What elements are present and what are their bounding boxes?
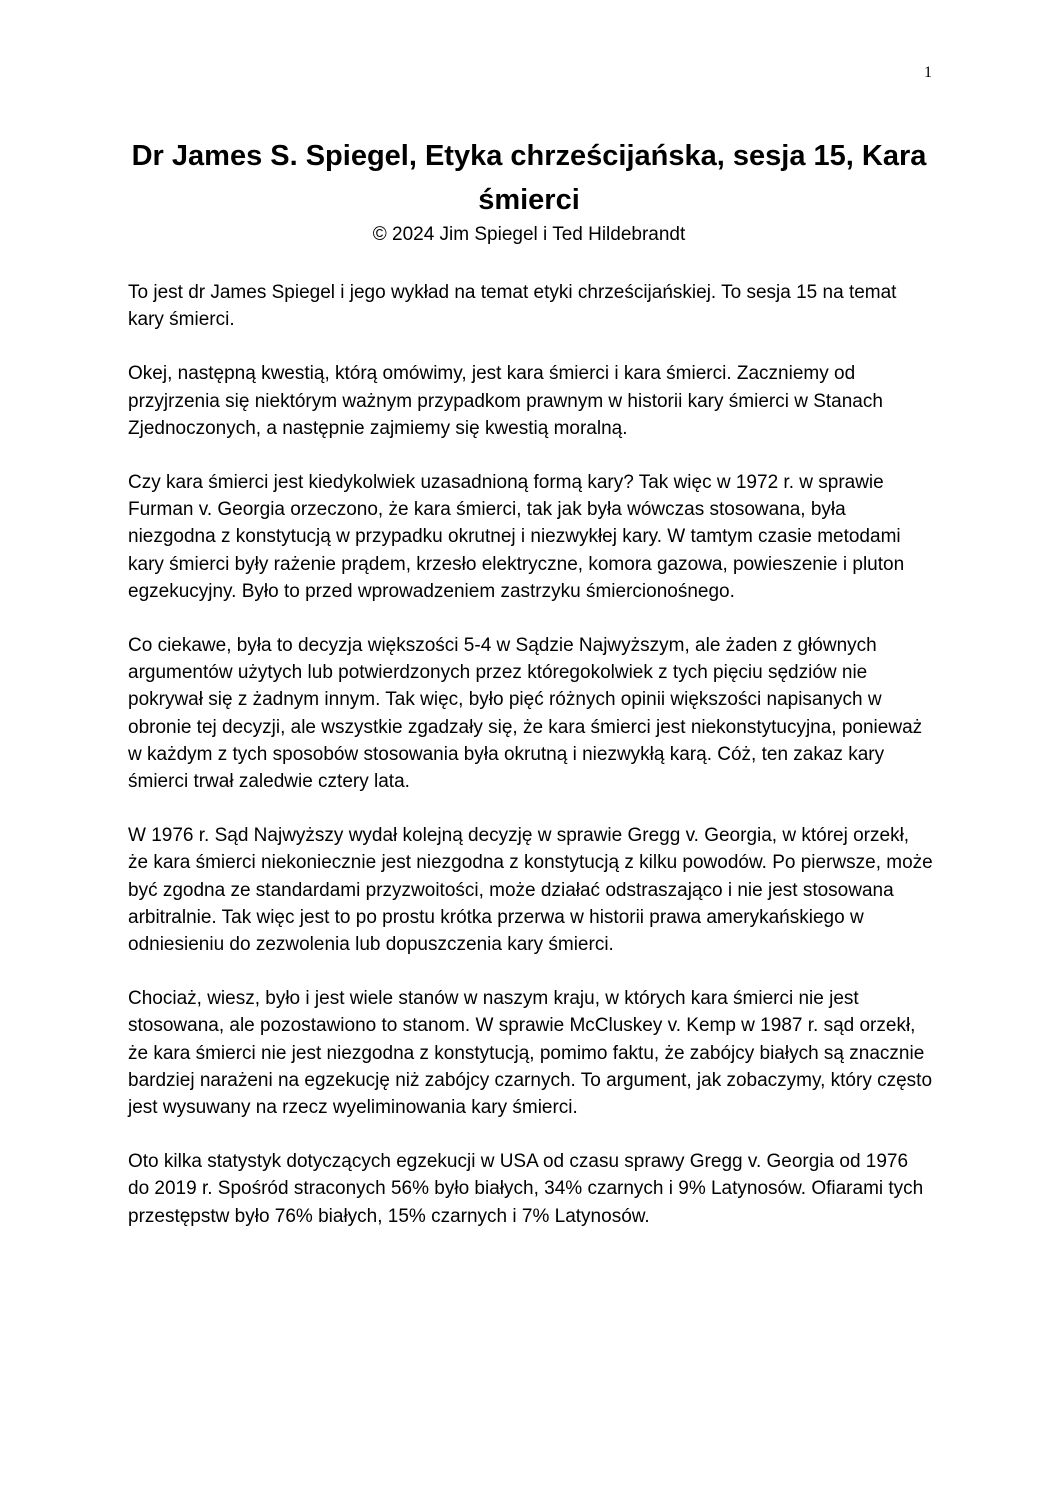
copyright-line: © 2024 Jim Spiegel i Ted Hildebrandt bbox=[372, 224, 686, 245]
paragraph: Chociaż, wiesz, było i jest wiele stanów w naszym kraju, w których kara śmierci nie jest stosowana, ale pozostawiono to stanom. W sprawie McCluskey v. Kemp w 1987 r. sąd orzekł, że kara śmierci nie jest niezgodna z konstytucją, pomimo faktu, że zabójcy białych są znacznie bardziej narażeni na egzekucję niż zabójcy czarnych. To argument, jak zobaczymy, który często jest wysuwany na rzecz wyeliminowania kary śmierci. bbox=[128, 988, 933, 1119]
paragraph: Czy kara śmierci jest kiedykolwiek uzasadnioną formą kary? Tak więc w 1972 r. w sprawie Furman v. Georgia orzeczono, że kara śmierci, tak jak była wówczas stosowana, była niezgodna z konstytucją w przypadku okrutnej i niezwykłej kary. W tamtym czasie metodami kary śmierci były rażenie prądem, krzesło elektryczne, komora gazowa, powieszenie i pluton egzekucyjny. Było to przed wprowadzeniem zastrzyku śmiercionośnego. bbox=[128, 472, 905, 602]
document-body bbox=[128, 279, 934, 1257]
paragraph: Oto kilka statystyk dotyczących egzekucji w USA od czasu sprawy Gregg v. Georgia od 1976 do 2019 r. Spośród straconych 56% było białych, 34% czarnych i 9% Latynosów. Ofiarami tych przestępstw było 76% białych, 15% czarnych i 7% Latynosów. bbox=[128, 1151, 924, 1227]
title-block bbox=[110, 134, 948, 248]
paragraph: To jest dr James Spiegel i jego wykład na temat etyki chrześcijańskiej. To sesja 15 na temat kary śmierci. bbox=[128, 282, 897, 331]
paragraph: W 1976 r. Sąd Najwyższy wydał kolejną decyzję w sprawie Gregg v. Georgia, w której orzekł, że kara śmierci niekoniecznie jest niezgodna z konstytucją z kilku powodów. Po pierwsze, może być zgodna ze standardami przyzwoitości, może działać odstraszająco i nie jest stosowana arbitralnie. Tak więc jest to po prostu krótka przerwa w historii prawa amerykańskiego w odniesieniu do zezwolenia lub dopuszczenia kary śmierci. bbox=[128, 825, 933, 956]
document-title: Dr James S. Spiegel, Etyka chrześcijańska, sesja 15, Kara śmierci bbox=[131, 140, 927, 216]
paragraph: Okej, następną kwestią, którą omówimy, jest kara śmierci i kara śmierci. Zaczniemy od przyjrzenia się niektórym ważnym przypadkom prawnym w historii kary śmierci w Stanach Zjednoczonych, a następnie zajmiemy się kwestią moralną. bbox=[128, 363, 883, 439]
page-number: 1 bbox=[924, 64, 932, 81]
paragraph: Co ciekawe, była to decyzja większości 5-4 w Sądzie Najwyższym, ale żaden z głównych argumentów użytych lub potwierdzonych przez któregokolwiek z tych pięciu sędziów nie pokrywał się z żadnym innym. Tak więc, było pięć różnych opinii większości napisanych w obronie tej decyzji, ale wszystkie zgadzały się, że kara śmierci jest niekonstytucyjna, ponieważ w każdym z tych sposobów stosowania była okrutną i niezwykłą karą. Cóż, ten zakaz kary śmierci trwał zaledwie cztery lata. bbox=[128, 635, 923, 793]
